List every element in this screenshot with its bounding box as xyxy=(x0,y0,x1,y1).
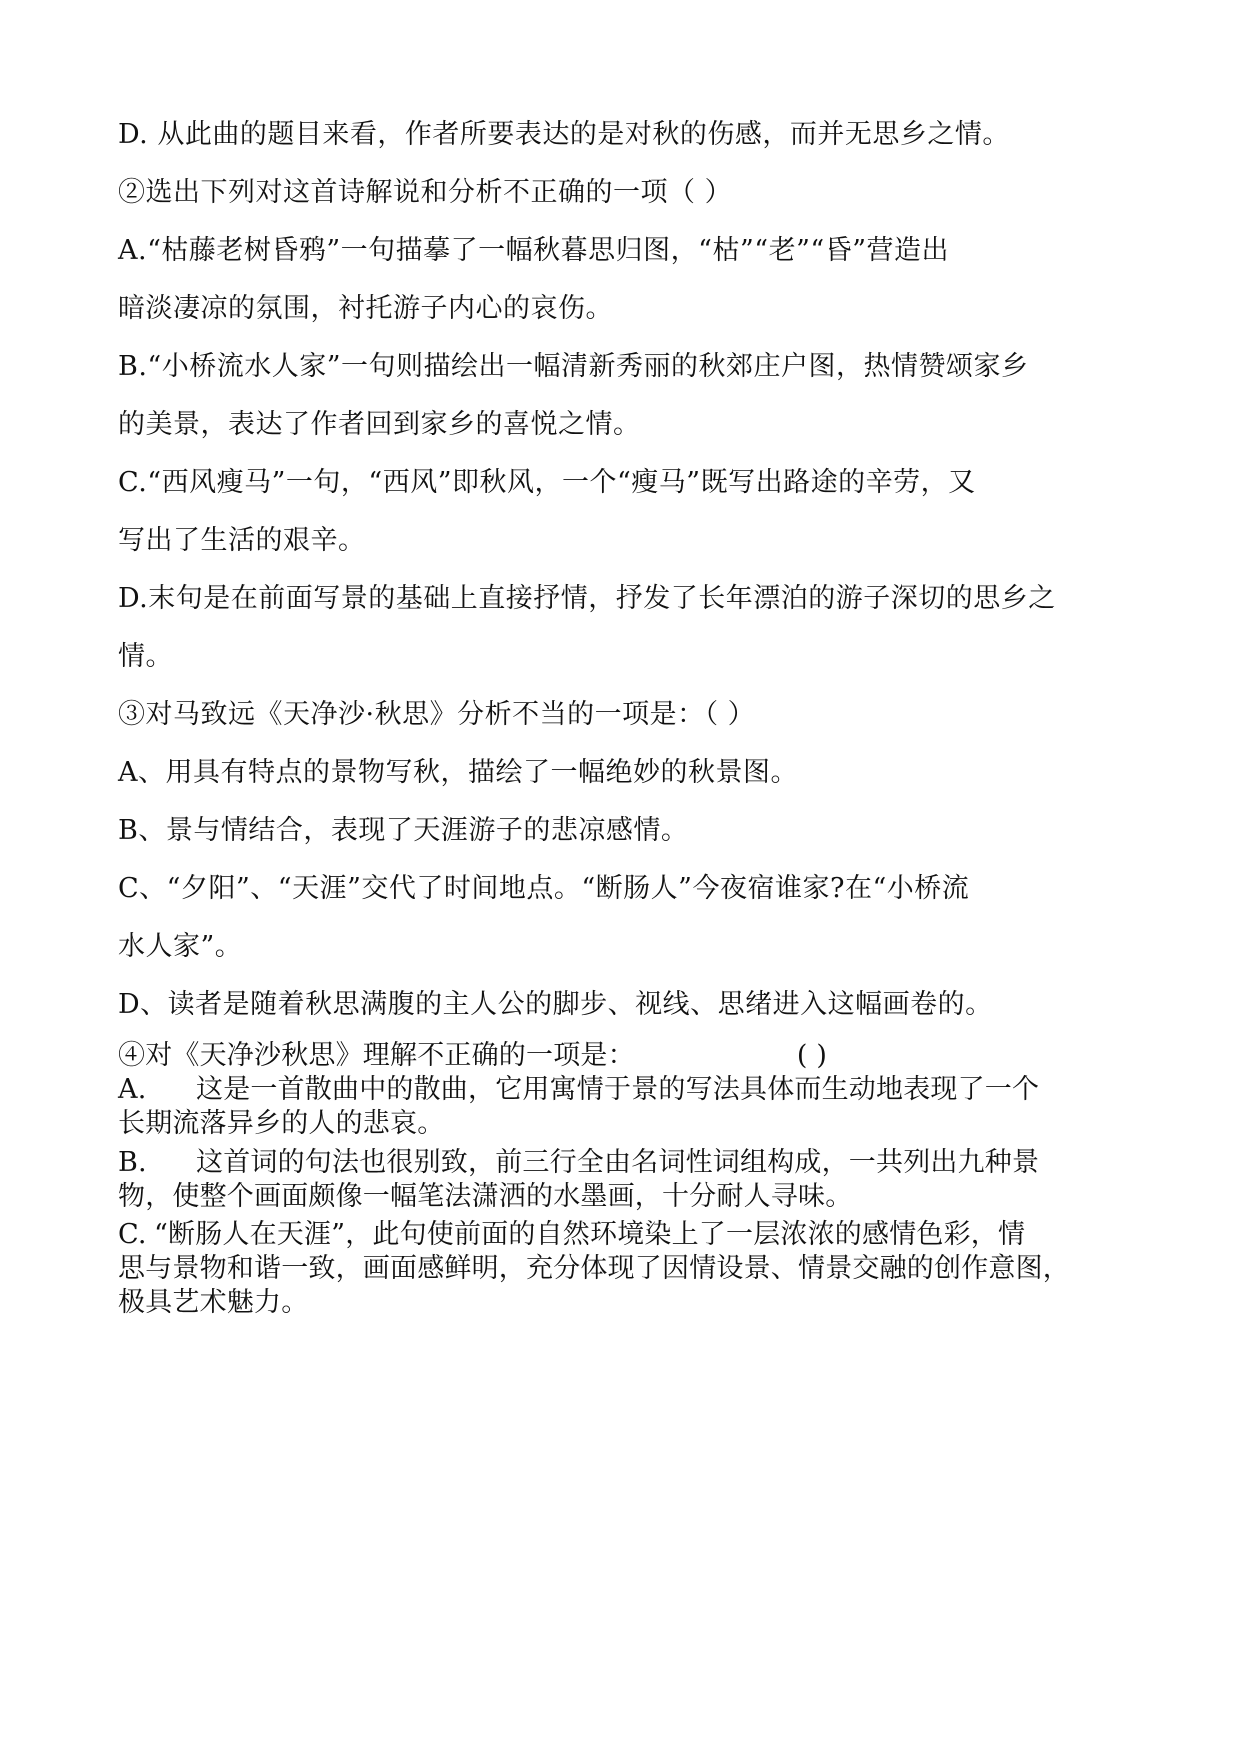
option-a-label: A. xyxy=(118,1074,147,1105)
question-4-option-a-line-1 xyxy=(118,1074,1039,1106)
question-2-option-a-line-2: 暗淡凄凉的氛围，衬托游子内心的哀伤。 xyxy=(118,293,613,324)
question-4-option-b-line-2: 物，使整个画面颇像一幅笔法潇洒的水墨画，十分耐人寻味。 xyxy=(118,1181,853,1212)
question-2-prompt: ②选出下列对这首诗解说和分析不正确的一项（ ） xyxy=(118,177,733,208)
question-4-option-c-line-2: 思与景物和谐一致，画面感鲜明，充分体现了因情设景、情景交融的创作意图， xyxy=(118,1253,1070,1284)
question-3-option-c-line-2: 水人家”。 xyxy=(118,931,243,962)
question-2-option-d-line-2: 情。 xyxy=(118,641,173,672)
question-3-prompt: ③对马致远《天净沙·秋思》分析不当的一项是：（ ） xyxy=(118,699,756,730)
question-3-option-c-line-1: C、“夕阳”、“天涯”交代了时间地点。“断肠人”今夜宿谁家?在“小桥流 xyxy=(118,873,970,904)
question-4-prompt xyxy=(118,1040,827,1072)
question-2-option-c-line-1: C.“西风瘦马”一句，“西风”即秋风，一个“瘦马”既写出路途的辛劳，又 xyxy=(118,467,976,498)
option-b-label: B. xyxy=(118,1147,147,1178)
question-4-option-b-line-1 xyxy=(118,1147,1039,1179)
answer-blank: ( ) xyxy=(796,1040,828,1071)
option-a-text: 这是一首散曲中的散曲，它用寓情于景的写法具体而生动地表现了一个 xyxy=(196,1074,1040,1105)
question-4-option-c-line-1 xyxy=(118,1219,1025,1251)
question-4-prompt-text: ④对《天净沙秋思》理解不正确的一项是： xyxy=(118,1040,635,1071)
question-2-option-b-line-1: B.“小桥流水人家”一句则描绘出一幅清新秀丽的秋郊庄户图，热情赞颂家乡 xyxy=(118,351,1029,382)
question-4-option-a-line-2: 长期流落异乡的人的悲哀。 xyxy=(118,1108,445,1139)
question-3-option-a: A、用具有特点的景物写秋，描绘了一幅绝妙的秋景图。 xyxy=(118,757,798,788)
question-2-option-c-line-2: 写出了生活的艰辛。 xyxy=(118,525,366,556)
question-4-option-c-line-3: 极具艺术魅力。 xyxy=(118,1287,309,1318)
option-c-text: “断肠人在天涯”，此句使前面的自然环境染上了一层浓浓的感情色彩，情 xyxy=(154,1219,1026,1250)
question-2-option-a-line-1: A.“枯藤老树昏鸦”一句描摹了一幅秋暮思归图，“枯”“老”“昏”营造出 xyxy=(118,235,950,266)
question-3-option-d: D、读者是随着秋思满腹的主人公的脚步、视线、思绪进入这幅画卷的。 xyxy=(118,989,993,1020)
question-2-option-d-line-1: D.末句是在前面写景的基础上直接抒情，抒发了长年漂泊的游子深切的思乡之 xyxy=(118,583,1056,614)
question-1-option-d: D. 从此曲的题目来看，作者所要表达的是对秋的伤感，而并无思乡之情。 xyxy=(118,119,1010,150)
question-3-option-b: B、景与情结合，表现了天涯游子的悲凉感情。 xyxy=(118,815,689,846)
option-c-label: C. xyxy=(118,1219,147,1250)
option-b-text: 这首词的句法也很别致，前三行全由名词性词组构成，一共列出九种景 xyxy=(196,1147,1040,1178)
question-2-option-b-line-2: 的美景，表达了作者回到家乡的喜悦之情。 xyxy=(118,409,641,440)
